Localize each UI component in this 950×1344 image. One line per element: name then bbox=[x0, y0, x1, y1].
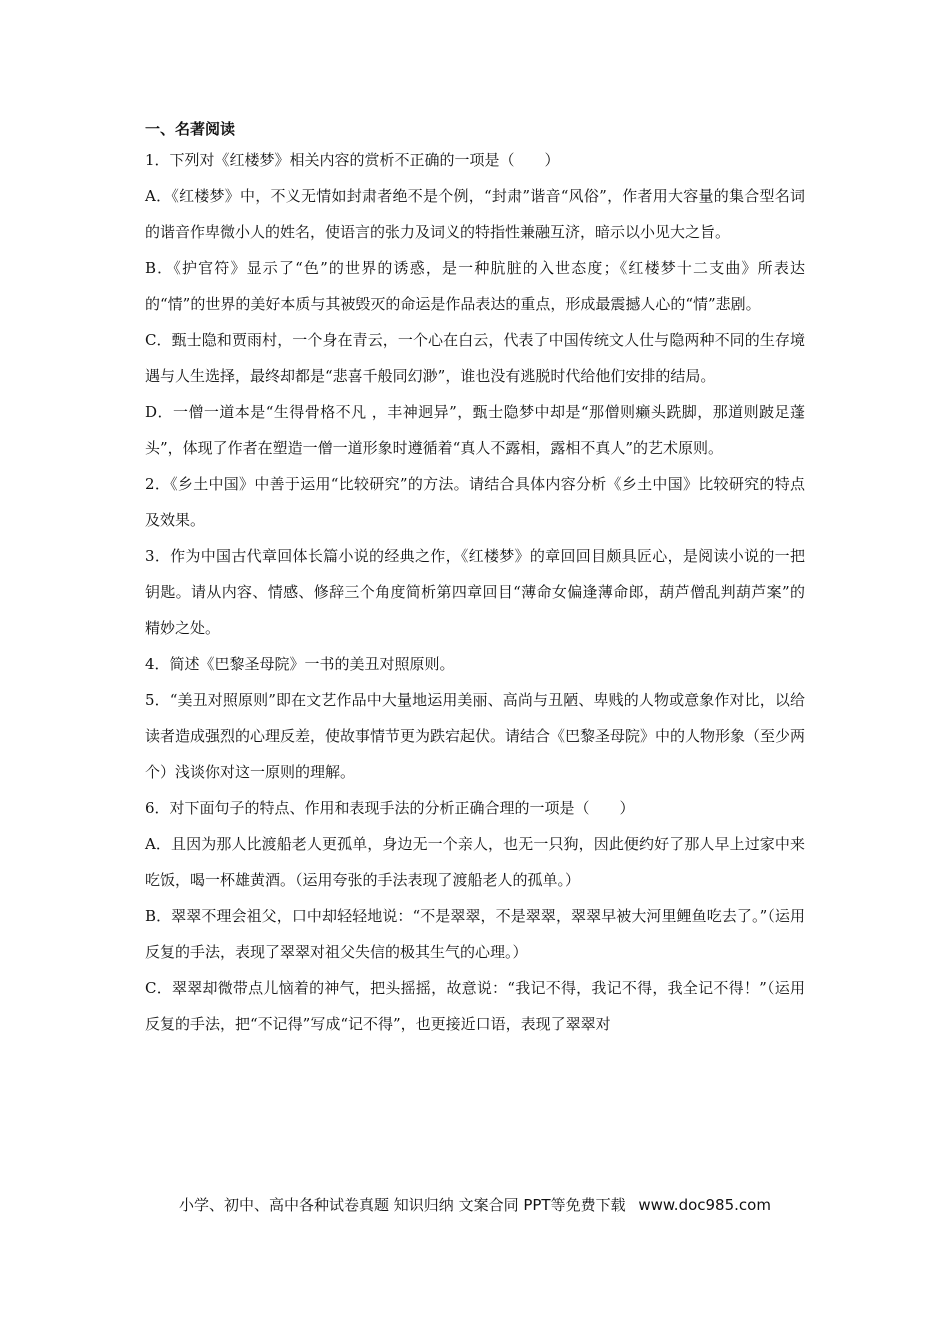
question-6: 6．对下面句子的特点、作用和表现手法的分析正确合理的一项是（ ） bbox=[145, 799, 635, 817]
page-footer bbox=[0, 1194, 950, 1215]
question-6-option-b: B．翠翠不理会祖父，口中却轻轻地说：“不是翠翠，不是翠翠，翠翠早被大河里鲤鱼吃去了。”（运用反复的手法，表现了翠翠对祖父失信的极其生气的心理。） bbox=[145, 907, 805, 961]
question-2: 2．《乡土中国》中善于运用“比较研究”的方法。请结合具体内容分析《乡土中国》比较研究的特点及效果。 bbox=[145, 475, 805, 529]
question-1-option-d: D．一僧一道本是“生得骨格不凡 ，丰神迥异”，甄士隐梦中却是“那僧则癞头跣脚，那道则跛足蓬头”，体现了作者在塑造一僧一道形象时遵循着“真人不露相，露相不真人”的艺术原则。 bbox=[145, 403, 805, 457]
question-6-option-c: C．翠翠却微带点儿恼着的神气，把头摇摇，故意说：“我记不得，我记不得，我全记不得！”（运用反复的手法，把“不记得”写成“记不得”，也更接近口语，表现了翠翠对 bbox=[145, 979, 805, 1033]
footer-url[interactable]: www.doc985.com bbox=[638, 1196, 771, 1214]
question-5: 5．“美丑对照原则”即在文艺作品中大量地运用美丽、高尚与丑陋、卑贱的人物或意象作对比，以给读者造成强烈的心理反差，使故事情节更为跌宕起伏。请结合《巴黎圣母院》中的人物形象（至少两个）浅谈你对这一原则的理解。 bbox=[145, 691, 806, 781]
question-6-option-a: A．且因为那人比渡船老人更孤单，身边无一个亲人，也无一只狗，因此便约好了那人早上过家中来吃饭，喝一杯雄黄酒。（运用夸张的手法表现了渡船老人的孤单。） bbox=[145, 835, 805, 889]
footer-text: 小学、初中、高中各种试卷真题 知识归纳 文案合同 PPT等免费下载 bbox=[179, 1196, 626, 1214]
question-3: 3．作为中国古代章回体长篇小说的经典之作，《红楼梦》的章回回目颇具匠心，是阅读小说的一把钥匙。请从内容、情感、修辞三个角度简析第四章回目“薄命女偏逢薄命郎，葫芦僧乱判葫芦案”的精妙之处。 bbox=[145, 547, 805, 637]
document-body bbox=[145, 118, 805, 1042]
section-title: 一、名著阅读 bbox=[145, 120, 236, 138]
question-1-option-a: A．《红楼梦》中，不义无情如封肃者绝不是个例，“封肃”谐音“风俗”，作者用大容量的集合型名词的谐音作卑微小人的姓名，使语言的张力及词义的特指性兼融互济，暗示以小见大之旨。 bbox=[145, 187, 805, 241]
question-1-option-b: B．《护官符》显示了“色”的世界的诱惑，是一种肮脏的入世态度；《红楼梦十二支曲》所表达的“情”的世界的美好本质与其被毁灭的命运是作品表达的重点，形成最震撼人心的“情”悲剧。 bbox=[145, 259, 805, 313]
question-4: 4．简述《巴黎圣母院》一书的美丑对照原则。 bbox=[145, 655, 455, 673]
question-1: 1．下列对《红楼梦》相关内容的赏析不正确的一项是（ ） bbox=[145, 151, 560, 169]
question-1-option-c: C．甄士隐和贾雨村，一个身在青云，一个心在白云，代表了中国传统文人仕与隐两种不同的生存境遇与人生选择，最终却都是“悲喜千般同幻渺”，谁也没有逃脱时代给他们安排的结局。 bbox=[145, 331, 805, 385]
